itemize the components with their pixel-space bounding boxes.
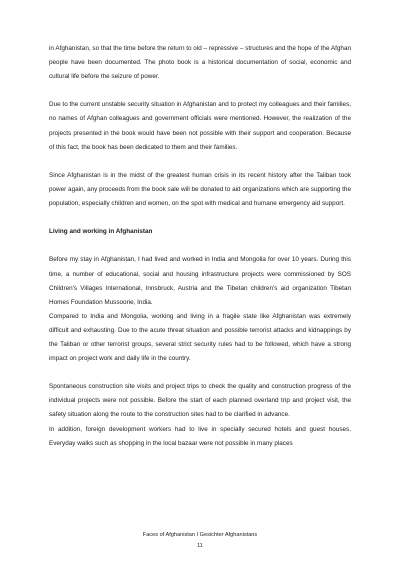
paragraph: Before my stay in Afghanistan, I had lived and worked in India and Mongolia for over 10 years. During this time, a number of educational, social and housing infrastructure projects were commissioned by SOS Children's Villages International, Innsbruck, Austria and the Tibetan children's aid organization Tibetan Homes Foundation Mussoorie, India. xyxy=(49,256,351,306)
page-number: 11 xyxy=(197,543,203,549)
footer-title: Faces of Afghanistan I Gesichter Afghanistans xyxy=(142,532,258,538)
section-heading: Living and working in Afghanistan xyxy=(49,228,153,236)
paragraph: Spontaneous construction site visits and project trips to check the quality and construction progress of the individual projects were not possible. Before the start of each planned overland trip and project visit, the safety situation along the route to the construction sites had to be clarified in advance. xyxy=(49,383,351,419)
body-text xyxy=(49,42,351,451)
paragraph: Since Afghanistan is in the midst of the greatest human crisis in its recent history after the Taliban took power again, any proceeds from the book sale will be donated to aid organizations which are supporting the population, especially children and women, on the spot with medical and humane emergency aid support. xyxy=(49,171,351,208)
paragraph: in Afghanistan, so that the time before the return to old – repressive – structures and the hope of the Afghan people have been documented. The photo book is a historical documentation of social, economic and cultural life before the seizure of power. xyxy=(49,45,351,81)
paragraph: Due to the current unstable security situation in Afghanistan and to protect my colleagues and their families, no names of Afghan colleagues and government officials were mentioned. However, the realization of the projects presented in the book would have been not possible with their support and cooperation. Because of this fact, the book has been dedicated to them and their families. xyxy=(49,101,351,151)
paragraph: Compared to India and Mongolia, working and living in a fragile state like Afghanistan was extremely difficult and exhausting. Due to the acute threat situation and possible terrorist attacks and kidnappings by the Taliban or other terrorist groups, several strict security rules had to be followed, which have a strong impact on project work and daily life in the country. xyxy=(49,312,351,363)
paragraph: In addition, foreign development workers had to live in specially secured hotels and guest houses. Everyday walks such as shopping in the local bazaar were not possible in many places xyxy=(49,425,351,447)
